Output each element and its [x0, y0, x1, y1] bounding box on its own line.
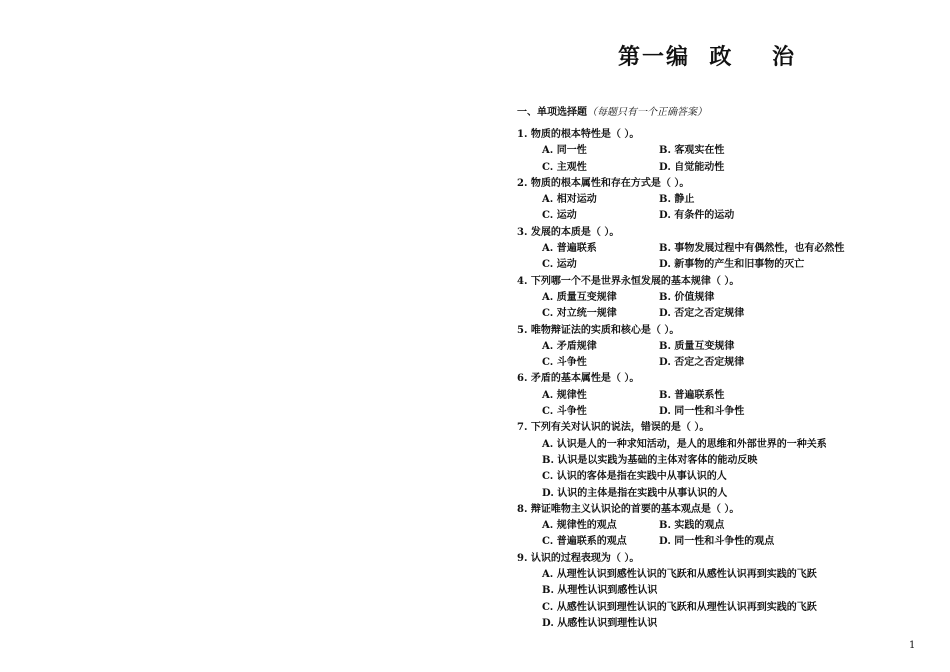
answer-option: B. 客观实在性 [659, 145, 725, 157]
question-item [517, 323, 937, 372]
question-item [517, 225, 937, 274]
option-row [517, 486, 937, 502]
question-item [517, 176, 937, 225]
option-row [517, 600, 937, 616]
option-row [517, 160, 937, 176]
option-row [517, 404, 937, 420]
option-row [517, 192, 937, 208]
answer-option: A. 规律性 [542, 389, 587, 401]
answer-option: C. 主观性 [542, 161, 587, 173]
answer-option: D. 有条件的运动 [659, 210, 735, 222]
answer-option: B. 认识是以实践为基础的主体对客体的能动反映 [542, 454, 758, 466]
answer-option: A. 规律性的观点 [542, 520, 617, 532]
question-item [517, 420, 937, 501]
answer-option: B. 从理性认识到感性认识 [542, 585, 658, 597]
answer-option: B. 静止 [659, 194, 695, 206]
question-stem: 6. 矛盾的基本属性是（ ）。 [517, 373, 640, 385]
answer-option: D. 同一性和斗争性 [659, 406, 745, 418]
option-row [517, 388, 937, 404]
answer-option: B. 价值规律 [659, 291, 715, 303]
answer-option: A. 质量互变规律 [542, 291, 617, 303]
option-row [517, 355, 937, 371]
answer-option: B. 事物发展过程中有偶然性，也有必然性 [659, 243, 845, 255]
answer-option: A. 普遍联系 [542, 243, 597, 255]
question-list [517, 127, 937, 632]
question-stem: 7. 下列有关对认识的说法，错误的是（ ）。 [517, 422, 710, 434]
answer-option: C. 斗争性 [542, 357, 587, 369]
question-item [517, 274, 937, 323]
question-stem: 2. 物质的根本属性和存在方式是（ ）。 [517, 177, 690, 189]
answer-option: D. 认识的主体是指在实践中从事认识的人 [542, 487, 728, 499]
question-stem: 5. 唯物辩证法的实质和核心是（ ）。 [517, 324, 680, 336]
document-title: 第一编 政 治 [618, 44, 796, 70]
option-row [517, 567, 937, 583]
option-row [517, 534, 937, 550]
option-row [517, 583, 937, 599]
option-row [517, 208, 937, 224]
answer-option: D. 自觉能动性 [659, 161, 725, 173]
option-row [517, 143, 937, 159]
answer-option: D. 否定之否定规律 [659, 308, 745, 320]
question-item [517, 551, 937, 632]
answer-option: A. 矛盾规律 [542, 340, 597, 352]
answer-option: C. 从感性认识到理性认识的飞跃和从理性认识再到实践的飞跃 [542, 601, 817, 613]
question-item [517, 502, 937, 551]
option-row [517, 469, 937, 485]
answer-option: A. 同一性 [542, 145, 587, 157]
answer-option: C. 斗争性 [542, 406, 587, 418]
answer-option: B. 实践的观点 [659, 520, 725, 532]
question-stem: 4. 下列哪一个不是世界永恒发展的基本规律（ ）。 [517, 275, 740, 287]
section-heading-text: 一、单项选择题 [517, 107, 587, 118]
section-heading-note: （每题只有一个正确答案） [587, 107, 707, 118]
option-row [517, 257, 937, 273]
answer-option: B. 质量互变规律 [659, 340, 735, 352]
page-number: 1 [909, 640, 916, 651]
question-item [517, 371, 937, 420]
question-stem: 1. 物质的根本特性是（ ）。 [517, 129, 640, 140]
option-row [517, 616, 937, 632]
answer-option: C. 普遍联系的观点 [542, 536, 627, 548]
question-item [517, 127, 937, 176]
answer-option: A. 从理性认识到感性认识的飞跃和从感性认识再到实践的飞跃 [542, 569, 817, 581]
question-stem: 9. 认识的过程表现为（ ）。 [517, 552, 640, 564]
option-row [517, 290, 937, 306]
answer-option: D. 同一性和斗争性的观点 [659, 536, 775, 548]
answer-option: C. 运动 [542, 210, 577, 222]
answer-option: D. 否定之否定规律 [659, 357, 745, 369]
answer-option: A. 相对运动 [542, 194, 597, 206]
option-row [517, 518, 937, 534]
section-heading [517, 103, 707, 118]
answer-option: C. 运动 [542, 259, 577, 271]
answer-option: D. 新事物的产生和旧事物的灭亡 [659, 259, 805, 271]
option-row [517, 241, 937, 257]
answer-option: B. 普遍联系性 [659, 389, 725, 401]
answer-option: D. 从感性认识到理性认识 [542, 617, 658, 629]
answer-option: C. 认识的客体是指在实践中从事认识的人 [542, 471, 727, 483]
option-row [517, 437, 937, 453]
option-row [517, 339, 937, 355]
answer-option: A. 认识是人的一种求知活动，是人的思维和外部世界的一种关系 [542, 438, 827, 450]
answer-option: C. 对立统一规律 [542, 308, 617, 320]
option-row [517, 453, 937, 469]
question-stem: 3. 发展的本质是（ ）。 [517, 226, 620, 238]
question-stem: 8. 辩证唯物主义认识论的首要的基本观点是（ ）。 [517, 503, 740, 515]
option-row [517, 306, 937, 322]
